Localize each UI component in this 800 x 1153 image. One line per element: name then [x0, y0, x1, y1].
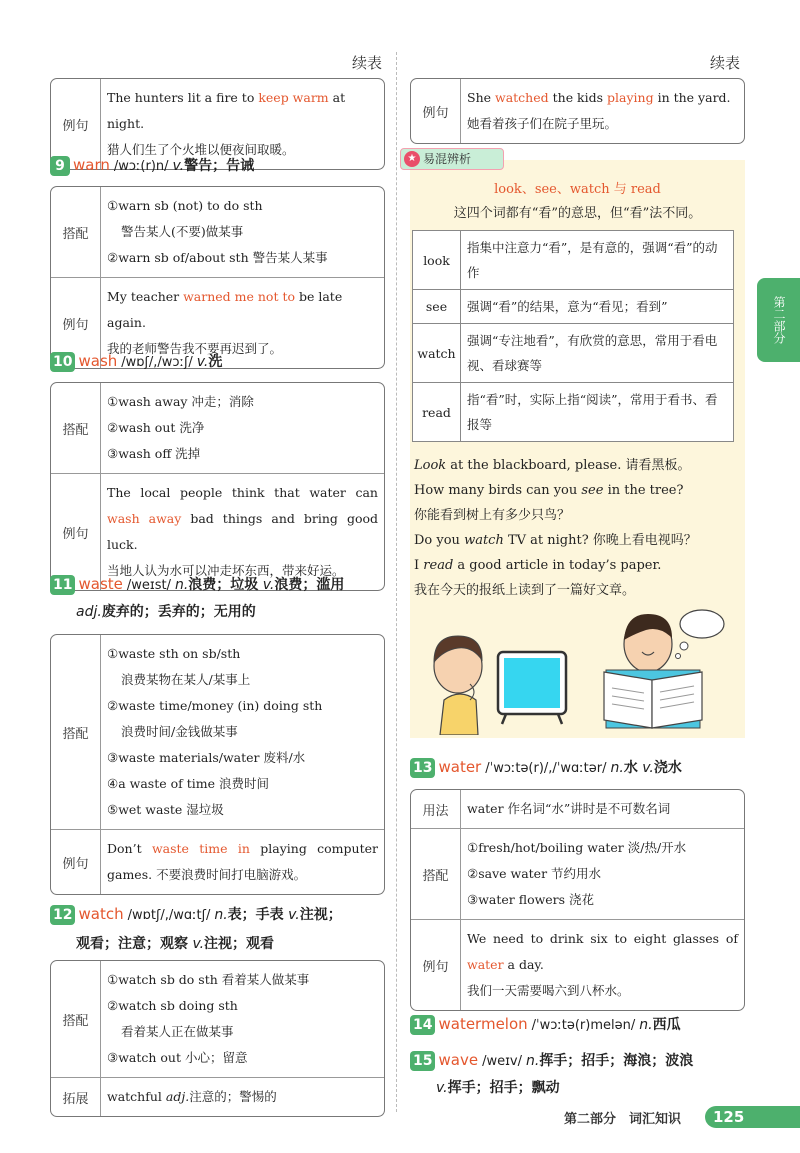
continued-label-right: 续表: [710, 54, 741, 72]
illustration-watch-read: [420, 600, 740, 735]
entry-watermelon: 14 watermelon /ˈwɔːtə(r)melən/ n.西瓜: [410, 1012, 750, 1038]
example-look: Look at the blackboard, please. 请看黑板。: [414, 458, 691, 473]
table-row: see 强调“看”的结果，意为“看见；看到”: [413, 290, 734, 324]
entry-watch: 12 watch /wɒtʃ/,/wɑːtʃ/ n.表；手表 v.注视； 观看；注意；观察 v.注视；观看: [50, 900, 390, 958]
entry-wash: 10 wash /wɒʃ/,/wɔːʃ/ v.洗: [50, 349, 385, 375]
star-icon: ★: [404, 151, 420, 167]
column-divider: [396, 52, 397, 1112]
watch-example-table: 例句 She watched the kids playing in the yard. 她看着孩子们在院子里玩。: [410, 78, 745, 144]
boy-watching-figure: [434, 636, 482, 735]
example-read: I read a good article in today’s paper.: [414, 558, 662, 573]
thought-bubble-icon: [676, 610, 725, 659]
entry-wave: 15 wave /weɪv/ n.挥手；招手；海浪；波浪 v.挥手；招手；飘动: [410, 1047, 750, 1102]
table-row: look 指集中注意力“看”，是有意的，强调“看”的动作: [413, 231, 734, 290]
phonetic: /wɔː(r)n/: [113, 159, 169, 174]
entry-warn: 9 warn /wɔː(r)n/ v.警告；告诫: [50, 153, 385, 179]
continued-label-left: 续表: [352, 54, 383, 72]
water-table: 用法 water 作名词“水”讲时是不可数名词 搭配 ①fresh/hot/boiling water 淡/热/开水 ②save water 节约用水 ③water flowers 浇花 例句 We need to drink six to eight glasses of water a day. 我们一天需要喝六到八杯水。: [410, 789, 745, 1011]
confusing-words-intro: 这四个词都有“看”的意思，但“看”法不同。: [453, 206, 702, 221]
example-read-zh: 我在今天的报纸上读到了一篇好文章。: [414, 583, 636, 598]
example-see-zh: 你能看到树上有多少只鸟？: [414, 508, 571, 523]
entry-water: 13 water /ˈwɔːtə(r)/,/ˈwɑːtər/ n.水 v.浇水: [410, 755, 750, 781]
section-side-tab: 第二部分: [757, 278, 800, 362]
example-watch: Do you watch TV at night? 你晚上看电视吗？: [414, 533, 697, 548]
wash-table: 搭配 ①wash away 冲走；消除 ②wash out 洗净 ③wash off 洗掉 例句 The local people think that water can wash away bad things and bring good luck. 当地人认为水可以冲走坏东西，带来好运。: [50, 382, 385, 591]
waste-table: 搭配 ①waste sth on sb/sth 浪费某物在某人/某事上 ②waste time/money (in) doing sth 浪费时间/金钱做某事 ③waste materials/water 废料/水 ④a waste of time 浪费时间 ⑤wet waste 湿垃圾 例句 Don’t waste time in playing computer games. 不要浪费时间打电脑游戏。: [50, 634, 385, 895]
confusing-words-title: look、see、watch 与 read: [494, 182, 661, 197]
page-number: 125: [705, 1106, 800, 1128]
table-row: read 指“看”时，实际上指“阅读”，常用于看书、看报等: [413, 383, 734, 442]
tv-icon: [498, 652, 566, 724]
entry-waste: 11 waste /weɪst/ n.浪费；垃圾 v.浪费；滥用 adj.废弃的；丢弃的；无用的: [50, 571, 390, 626]
confusing-words-table: [412, 230, 734, 442]
example-see: How many birds can you see in the tree?: [414, 483, 684, 498]
entry-number: 9: [50, 156, 70, 176]
confusing-words-tag: 易混辨析: [400, 148, 504, 170]
example-label: 例句: [51, 79, 101, 169]
warn-table: 搭配 ①warn sb (not) to do sth 警告某人(不要)做某事 ②warn sb of/about sth 警告某人某事 例句 My teacher warned me not to be late again. 我的老师警告我不要再迟到了。: [50, 186, 385, 369]
table-row: watch 强调“专注地看”，有欣赏的意思，常用于看电视、看球赛等: [413, 324, 734, 383]
example-content: The hunters lit a fire to keep warm at night. 猎人们生了个火堆以便夜间取暖。: [107, 90, 346, 157]
headword: warn: [73, 156, 110, 174]
watch-table: 搭配 ①watch sb do sth 看着某人做某事 ②watch sb doing sth 看着某人正在做某事 ③watch out 小心；留意 拓展 watchful adj.注意的；警惕的: [50, 960, 385, 1117]
footer-section-label: 第二部分 词汇知识: [564, 1112, 682, 1127]
